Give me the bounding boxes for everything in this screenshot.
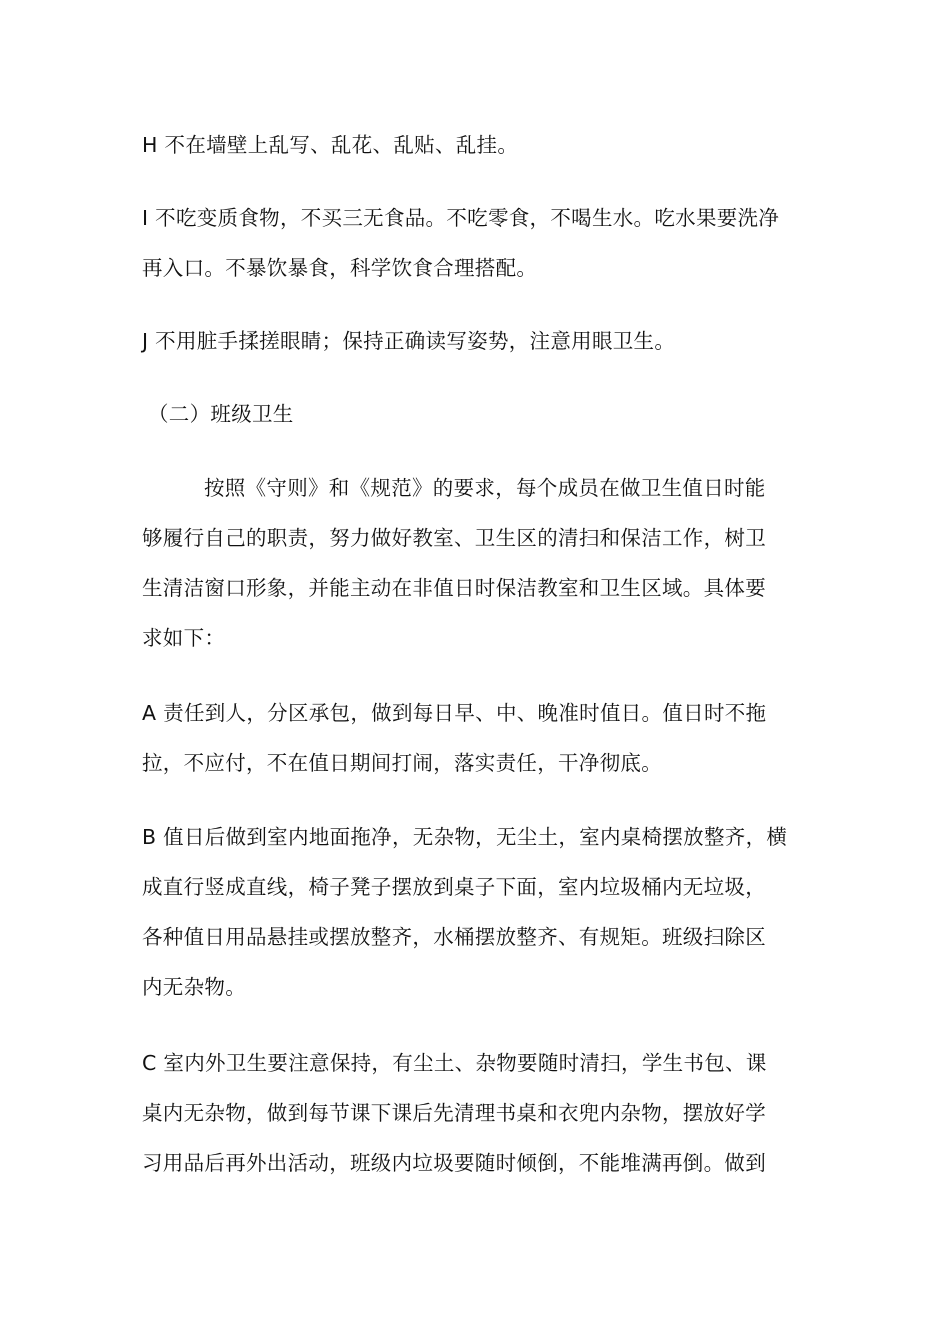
paragraph-h — [142, 120, 792, 170]
text-line: 再入口。不暴饮暴食，科学饮食合理搭配。 — [142, 256, 538, 280]
paragraph-i — [142, 193, 792, 293]
paragraph-a — [142, 688, 792, 788]
text-line: 习用品后再外出活动，班级内垃圾要随时倾倒，不能堆满再倒。做到 — [142, 1151, 766, 1175]
text-line: 按照《守则》和《规范》的要求，每个成员在做卫生值日时能 — [204, 476, 766, 500]
text-line: 拉，不应付，不在值日期间打闹，落实责任，干净彻底。 — [142, 751, 662, 775]
text-line: B 值日后做到室内地面拖净，无杂物，无尘土，室内桌椅摆放整齐，横 — [142, 825, 788, 849]
paragraph-b — [142, 812, 792, 1012]
paragraph-intro — [142, 463, 792, 663]
heading-text: （二）班级卫生 — [148, 402, 294, 426]
text-line: C 室内外卫生要注意保持，有尘土、杂物要随时清扫，学生书包、课 — [142, 1051, 767, 1075]
section-heading — [148, 389, 798, 439]
text-line: 成直行竖成直线，椅子凳子摆放到桌子下面，室内垃圾桶内无垃圾， — [142, 875, 766, 899]
text-line: J 不用脏手揉搓眼睛；保持正确读写姿势，注意用眼卫生。 — [142, 329, 676, 353]
paragraph-c — [142, 1038, 792, 1188]
text-line: 够履行自己的职责，努力做好教室、卫生区的清扫和保洁工作，树卫 — [142, 526, 766, 550]
text-line: 桌内无杂物，做到每节课下课后先清理书桌和衣兜内杂物，摆放好学 — [142, 1101, 766, 1125]
text-line: 各种值日用品悬挂或摆放整齐，水桶摆放整齐、有规矩。班级扫除区 — [142, 925, 766, 949]
text-line: I 不吃变质食物，不买三无食品。不吃零食，不喝生水。吃水果要洗净 — [142, 206, 780, 230]
text-line: 内无杂物。 — [142, 975, 246, 999]
text-line: 生清洁窗口形象，并能主动在非值日时保洁教室和卫生区域。具体要 — [142, 576, 766, 600]
paragraph-j — [142, 316, 792, 366]
text-line: A 责任到人，分区承包，做到每日早、中、晚准时值日。值日时不拖 — [142, 701, 767, 725]
text-line: H 不在墙壁上乱写、乱花、乱贴、乱挂。 — [142, 133, 519, 157]
text-line: 求如下： — [142, 626, 226, 650]
